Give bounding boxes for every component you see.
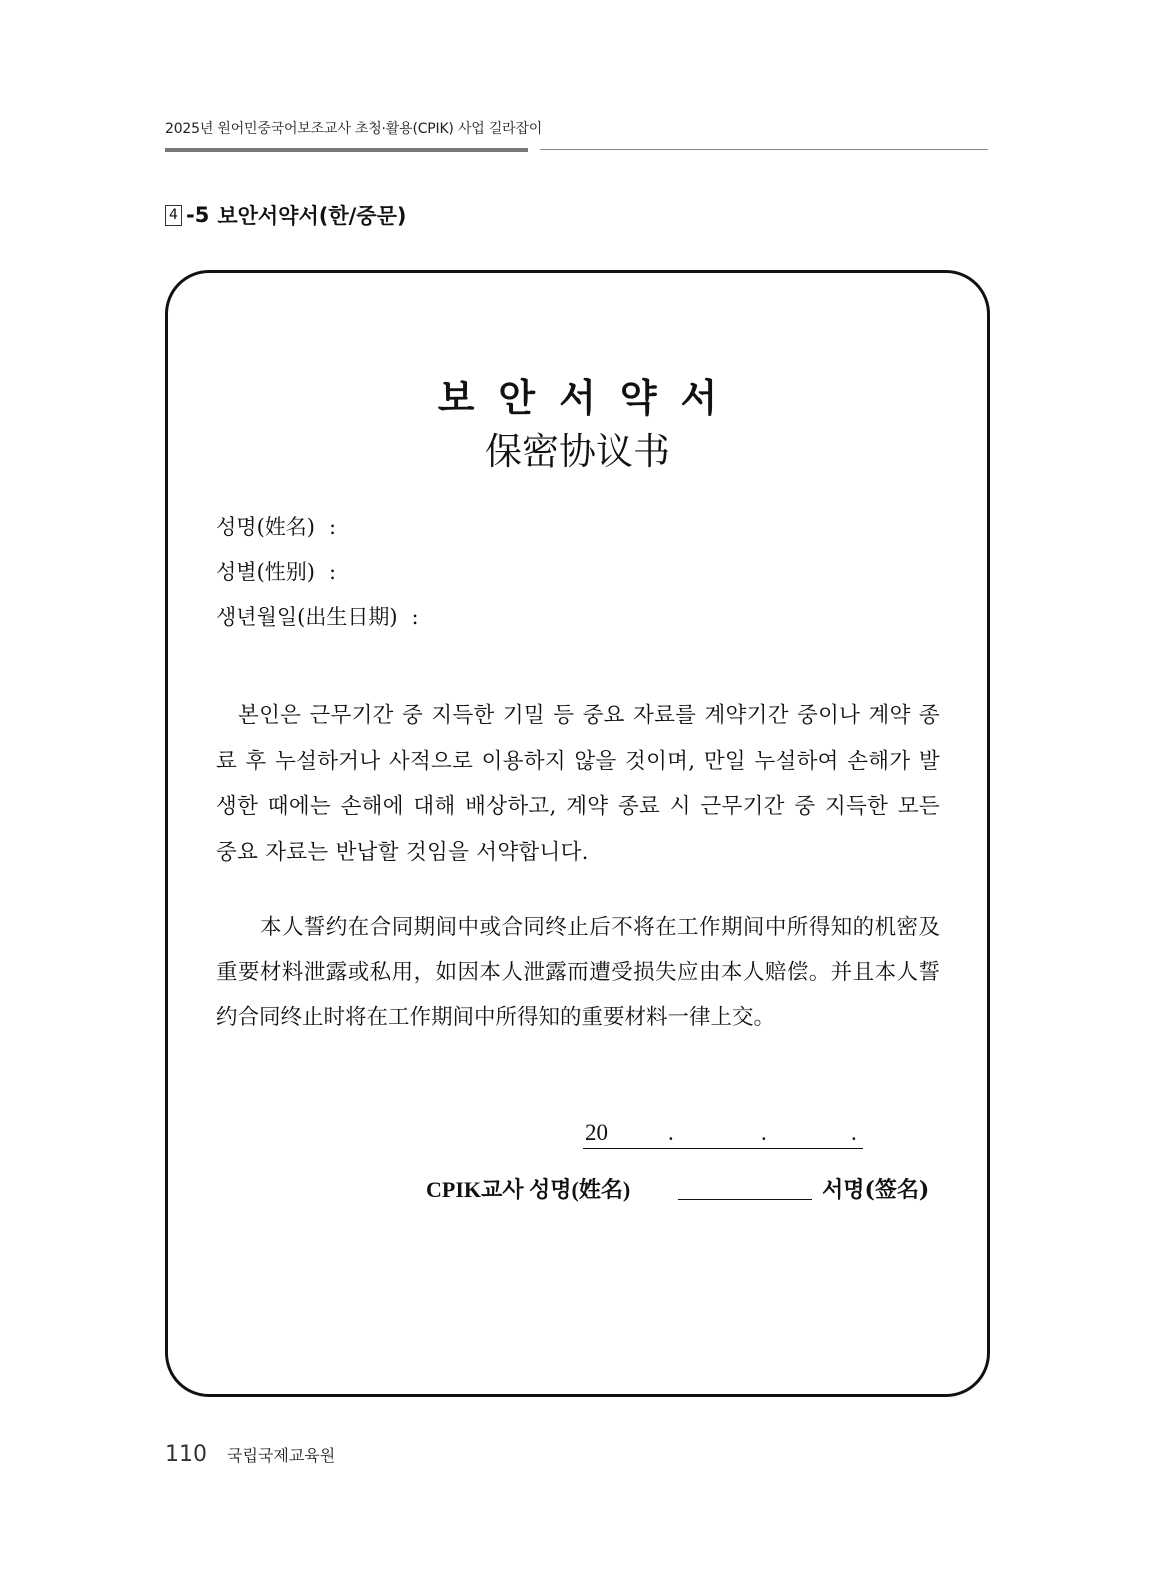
page-number: 110	[165, 1442, 207, 1467]
publisher-name: 국립국제교육원	[227, 1446, 336, 1465]
field-gender	[216, 550, 419, 595]
header-rule-light	[540, 149, 988, 150]
date-separator: .	[668, 1120, 674, 1145]
field-colon: :	[411, 605, 419, 629]
section-number-suffix: -5	[186, 203, 210, 227]
page-footer	[165, 1442, 335, 1467]
teacher-name-label: CPIK교사 성명(姓名)	[426, 1177, 631, 1202]
section-title: 보안서약서(한/중문)	[217, 204, 407, 228]
field-birthdate	[216, 595, 419, 640]
pledge-paragraph-korean: 본인은 근무기간 중 지득한 기밀 등 중요 자료를 계약기간 중이나 계약 종료 후 누설하거나 사적으로 이용하지 않을 것이며, 만일 누설하여 손해가 발생한 때에는 손해에 대해 배상하고, 계약 종료 시 근무기간 중 지득한 모든 중요 자료는 반납할 것임을 서약합니다.	[216, 703, 940, 865]
section-number-box: 4	[165, 205, 182, 226]
date-separator: .	[761, 1120, 767, 1145]
field-colon: :	[328, 560, 337, 584]
personal-info-fields	[216, 505, 419, 640]
header-rule-dark	[165, 148, 528, 152]
form-title-chinese: 保密协议书	[485, 430, 670, 473]
form-title-korean: 보안서약서	[437, 376, 742, 420]
field-label: 성명(姓名)	[216, 515, 315, 539]
date-line	[583, 1118, 863, 1149]
field-name	[216, 505, 419, 550]
date-year-prefix: 20	[585, 1120, 608, 1145]
running-header: 2025년 원어민중국어보조교사 초청·활용(CPIK) 사업 길라잡이	[165, 121, 543, 137]
signature-label: 서명(签名)	[822, 1177, 930, 1203]
pledge-form-frame	[165, 270, 990, 1397]
field-colon: :	[328, 515, 337, 539]
date-separator: .	[851, 1120, 857, 1145]
name-blank-line	[678, 1199, 812, 1200]
section-heading	[165, 200, 406, 230]
pledge-paragraph-chinese: 本人誓约在合同期间中或合同终止后不将在工作期间中所得知的机密及重要材料泄露或私用，如因本人泄露而遭受损失应由本人赔偿。并且本人誓约合同终止时将在工作期间中所得知的重要材料一律上交。	[216, 915, 940, 1030]
field-label: 성별(性别)	[216, 560, 315, 584]
field-label: 생년월일(出生日期)	[216, 605, 398, 629]
